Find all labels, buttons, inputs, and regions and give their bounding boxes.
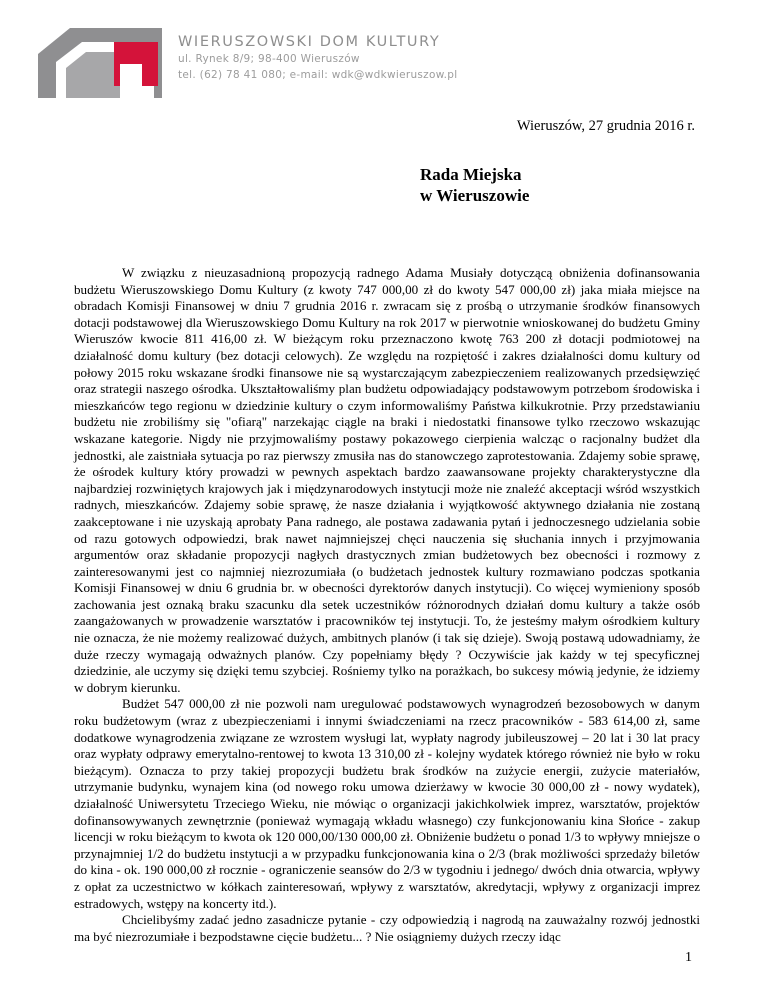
org-contact: tel. (62) 78 41 080; e-mail: wdk@wdkwieruszow.pl xyxy=(178,69,458,81)
body-paragraph: W związku z nieuzasadnioną propozycją radnego Adama Musiały dotyczącą obniżenia dofinansowania budżetu Wieruszowskiego Domu Kultury (z kwoty 747 000,00 zł do kwoty 547 000,00 zł) jaka miała miejsce na obradach Komisji Finansowej w dniu 7 grudnia 2016 r. zwracam się z prośbą o utrzymanie środków finansowych dotacji podstawowej dla Wieruszowskiego Domu Kultury na rok 2017 w pierwotnie wnioskowanej do budżetu Gminy Wieruszów kwocie 811 416,00 zł. W bieżącym roku przeznaczono kwotę 763 200 zł dotacji podmiotowej na działalność domu kultury (bez dotacji celowych). Ze względu na rozpiętość i zakres działalności domu kultury od połowy 2015 roku wskazane środki finansowe nie są wystarczającym zabezpieczeniem realizowanych przedsięwzięć oraz strategii naszego ośrodka. Ukształtowaliśmy plan budżetu odpowiadający podstawowym potrzebom środowiska i mieszkańców tego regionu w dziedzinie kultury o czym informowaliśmy Państwa kilkukrotnie. Przy przedstawianiu budżetu nie zrobiliśmy się "ofiarą" narzekając ciągle na braki i niedostatki finansowe tylko rzeczowo wskazując wskazane kategorie. Nigdy nie przyjmowaliśmy postawy pokazowego cierpienia walcząc o racjonalny budżet dla jednostki, ale zaistniała sytuacja po raz pierwszy zmusiła nas do stanowczego zaprotestowania. Zdajemy sobie sprawę, że ośrodek kultury który prowadzi w pewnych aspektach bardzo zaawansowane projekty charakterystyczne dla najbardziej rozwiniętych krajowych jak i międzynarodowych instytucji może nie znaleźć akceptacji wśród wszystkich radnych, mieszkańców. Zdajemy sobie sprawę, że nasze działania i wyjątkowość aktywnego działania nie zostaną zaakceptowane i nie uzyskają aprobaty Pana radnego, ale postawa zadawania pytań i jednoczesnego udzielania sobie od razu gotowych odpowiedzi, brak nawet najmniejszej chęci nauczenia się słuchania innych i przyjmowania argumentów oraz składanie propozycji nagłych drastycznych zmian budżetowych bez obecności i rozmowy z zainteresowanymi jest co najmniej niezrozumiała (o budżetach jednostek kultury rozmawiano podczas spotkania Komisji Finansowej w dniu 6 grudnia br. w obecności dyrektorów danych instytucji). Co więcej wymieniony sposób zachowania jest oznaką braku szacunku dla setek uczestników różnorodnych działań domu kultury a także osób zaangażowanych w prowadzenie warsztatów i pracowników tej instytucji. To, że jesteśmy małym ośrodkiem kultury nie oznacza, że nie możemy realizować dużych, ambitnych planów (i tak się dzieje). Swoją postawą udowadniamy, że duże rzeczy wymagają odważnych planów. Czy popełniamy błędy ? Oczywiście jak każdy w tej specyficznej dziedzinie, ale uczymy się dzięki temu szybciej. Rośniemy tylko na porażkach, bo sukcesy mówią jedynie, że idziemy w dobrym kierunku. xyxy=(74,265,700,695)
wdk-logo-icon xyxy=(30,26,170,106)
page-number: 1 xyxy=(685,950,692,965)
body-paragraph: Chcielibyśmy zadać jedno zasadnicze pytanie - czy odpowiedzią i nagrodą na zauważalny rozwój jednostki ma być niezrozumiałe i bezpodstawne cięcie budżetu... ? Nie osiągniemy dużych rzeczy idąc xyxy=(74,912,700,944)
logo-white-notch xyxy=(120,64,142,98)
letterhead xyxy=(178,33,457,83)
recipient-line-2: w Wieruszowie xyxy=(420,186,530,205)
org-name: WIERUSZOWSKI DOM KULTURY xyxy=(178,34,441,50)
recipient xyxy=(420,164,529,206)
recipient-line-1: Rada Miejska xyxy=(420,165,522,184)
date-line: Wieruszów, 27 grudnia 2016 r. xyxy=(516,118,695,134)
body-paragraph: Budżet 547 000,00 zł nie pozwoli nam uregulować podstawowych wynagrodzeń bezosobowych w danym roku budżetowym (wraz z ubezpieczeniami i innymi świadczeniami na rzecz pracowników - 583 614,00 zł, same dodatkowe wynagrodzenia związane ze wzrostem wysługi lat, wypłaty nagrody jubileuszowej – 20 lat i 30 lat pracy oraz wypłaty odprawy emerytalno-rentowej to kwota 13 310,00 zł - kolejny wydatek którego również nie było w roku bieżącym). Oznacza to przy takiej propozycji budżetu brak środków na zużycie energii, zużycie materiałów, utrzymanie budynku, wynajem kina (od nowego roku umowa dzierżawy w kwocie 30 000,00 zł - nowy wydatek), działalność Uniwersytetu Trzeciego Wieku, nie mówiąc o organizacji jakichkolwiek imprez, warsztatów, projektów dofinansowywanych zewnętrznie (ponieważ wymagają wkładu własnego) czy funkcjonowaniu kina Słońce - zakup licencji w roku bieżącym to kwota ok 120 000,00/130 000,00 zł. Obniżenie budżetu o ponad 1/3 to wpływy mniejsze o przynajmniej 1/2 do budżetu instytucji a w przypadku funkcjonowania kina o 2/3 (brak możliwości sprzedaży biletów do kina - ok. 190 000,00 zł rocznie - ograniczenie seansów do 2/3 w tygodniu i jednego/ dwóch dnia otwarcia, wpływy z opłat za uczestnictwo w kółkach zainteresowań, wpływy z warsztatów, akredytacji, wpływy z organizacji imprez estradowych, wstępy na koncerty itd.). xyxy=(74,696,700,911)
letter-body xyxy=(74,265,700,945)
org-address: ul. Rynek 8/9; 98-400 Wieruszów xyxy=(178,53,360,65)
